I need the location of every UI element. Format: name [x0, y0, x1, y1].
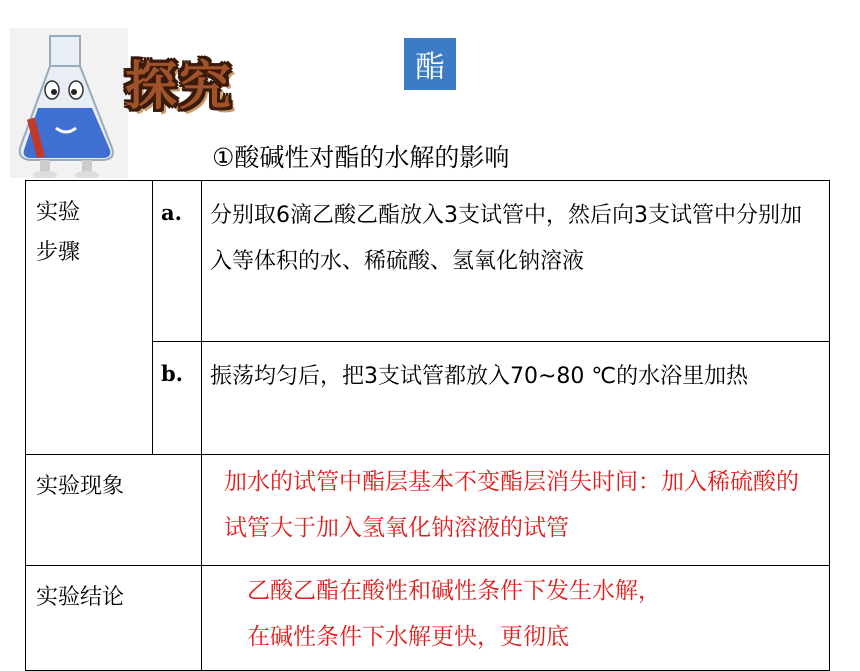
table-row-conclusion — [26, 566, 830, 671]
steps-label-line1: 实验 — [36, 200, 81, 225]
flask-mascot-icon — [10, 28, 128, 178]
conclusion-label: 实验结论 — [26, 566, 202, 671]
step-a-label: a. — [153, 181, 202, 342]
conclusion-line1: 乙酸乙酯在酸性和碱性条件下发生水解， — [247, 578, 661, 604]
steps-label-cell — [26, 181, 153, 455]
section-subtitle: ①酸碱性对酯的水解的影响 — [212, 143, 510, 172]
step-b-text: 振荡均匀后，把3支试管都放入70~80 ℃的水浴里加热 — [202, 342, 830, 455]
table-row-phenomenon — [26, 455, 830, 566]
topic-badge: 酯 — [404, 38, 456, 90]
steps-label-line2: 步骤 — [36, 240, 81, 265]
step-a-text: 分别取6滴乙酸乙酯放入3支试管中，然后向3支试管中分别加入等体积的水、稀硫酸、氢氧化钠溶液 — [202, 181, 830, 342]
table-row-step-a — [26, 181, 830, 342]
conclusion-line2: 在碱性条件下水解更快，更彻底 — [247, 624, 569, 650]
conclusion-cell — [202, 566, 830, 671]
phenomenon-label: 实验现象 — [26, 455, 202, 566]
phenomenon-text: 加水的试管中酯层基本不变酯层消失时间：加入稀硫酸的试管大于加入氢氧化钠溶液的试管 — [202, 455, 830, 566]
experiment-table — [25, 180, 830, 671]
explore-title: 探究 — [125, 57, 234, 117]
step-b-label: b. — [153, 342, 202, 455]
